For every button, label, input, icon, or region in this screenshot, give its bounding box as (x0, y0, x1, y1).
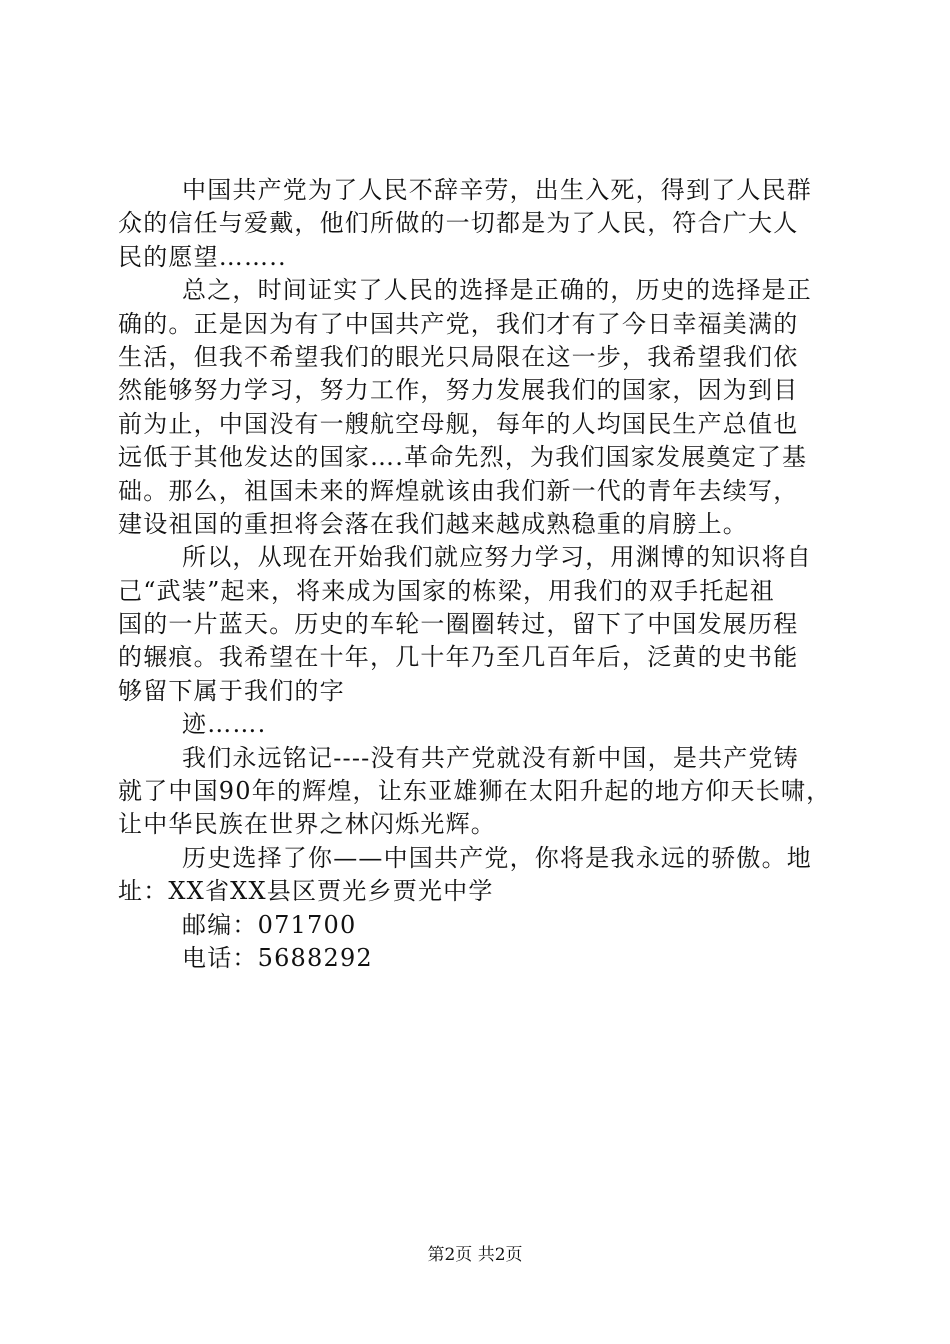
text-line: 民的愿望…….. (118, 242, 287, 271)
text-line: 让中华民族在世界之林闪烁光辉。 (118, 810, 496, 839)
text-line: 够留下属于我们的字 (118, 676, 345, 705)
phone-line: 电话：5688292 (182, 943, 373, 972)
text-line: 总之，时间证实了人民的选择是正确的，历史的选择是正 (182, 276, 812, 305)
text-line: 前为止，中国没有一艘航空母舰，每年的人均国民生产总值也 (118, 409, 799, 438)
text-line: 所以，从现在开始我们就应努力学习，用渊博的知识将自 (182, 543, 812, 572)
text-line: 就了中国90年的辉煌，让东亚雄狮在太阳升起的地方仰天长啸， (118, 777, 832, 806)
text-line: 远低于其他发达的国家….革命先烈，为我们国家发展奠定了基 (118, 443, 808, 472)
text-line: 我们永远铭记----没有共产党就没有新中国，是共产党铸 (182, 743, 799, 772)
document-body (118, 174, 834, 975)
text-line: 历史选择了你——中国共产党，你将是我永远的骄傲。地 (182, 843, 812, 872)
page-number-label: 第2页 共2页 (427, 1245, 523, 1265)
postal-code-line: 邮编：071700 (182, 910, 357, 939)
text-line: 己“武装”起来，将来成为国家的栋梁，用我们的双手托起祖 (118, 576, 775, 605)
text-line: 的辗痕。我希望在十年，几十年乃至几百年后，泛黄的史书能 (118, 643, 799, 672)
text-line: 国的一片蓝天。历史的车轮一圈圈转过，留下了中国发展历程 (118, 610, 799, 639)
text-line: 迹……. (182, 710, 267, 739)
text-line: 础。那么，祖国未来的辉煌就该由我们新一代的青年去续写， (118, 476, 799, 505)
text-line: 址：XX省XX县区贾光乡贾光中学 (118, 877, 494, 906)
page-footer (0, 1244, 950, 1266)
text-line: 众的信任与爱戴，他们所做的一切都是为了人民，符合广大人 (118, 209, 799, 238)
text-line: 生活，但我不希望我们的眼光只局限在这一步，我希望我们依 (118, 342, 799, 371)
text-line: 中国共产党为了人民不辞辛劳，出生入死，得到了人民群 (182, 176, 812, 204)
text-line: 确的。正是因为有了中国共产党，我们才有了今日幸福美满的 (118, 309, 799, 338)
text-line: 然能够努力学习，努力工作，努力发展我们的国家，因为到目 (118, 376, 799, 405)
text-line: 建设祖国的重担将会落在我们越来越成熟稳重的肩膀上。 (118, 509, 748, 538)
